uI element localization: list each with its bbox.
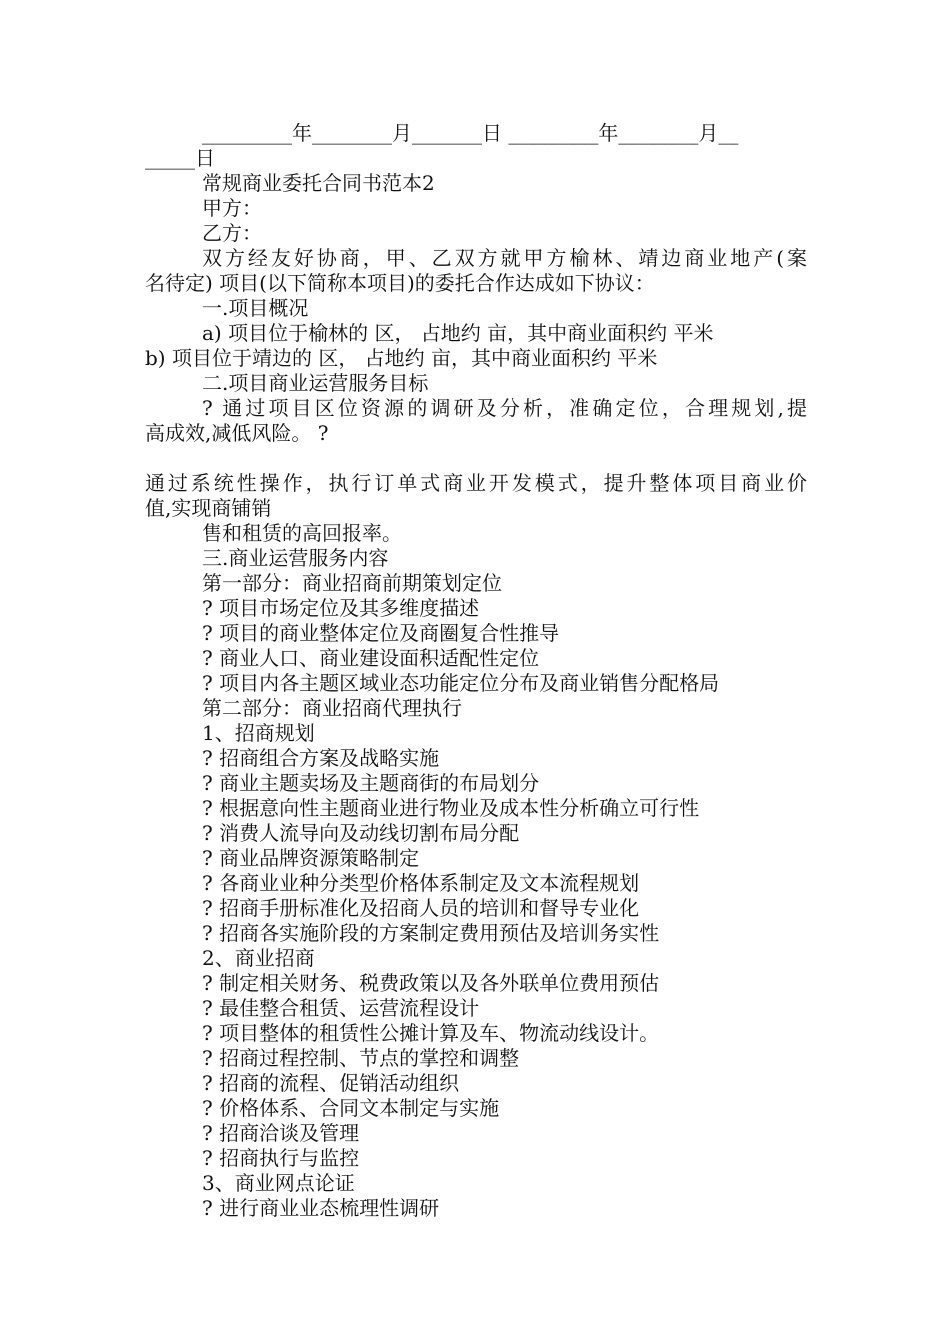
- text-line: 名待定) 项目(以下简称本项目)的委托合作达成如下协议：: [145, 271, 655, 295]
- text-line: 第二部分：商业招商代理执行: [202, 696, 462, 720]
- text-line: ? 根据意向性主题商业进行物业及成本性分析确立可行性: [202, 796, 700, 820]
- text-line: ? 商业主题卖场及主题商街的布局划分: [202, 771, 540, 795]
- text-line: 售和租赁的高回报率。: [202, 521, 402, 545]
- text-line: ? 招商洽谈及管理: [202, 1121, 360, 1145]
- text-line: ? 消费人流导向及动线切割布局分配: [202, 821, 520, 845]
- text-line: 常规商业委托合同书范本2: [202, 171, 435, 195]
- text-line: 1、招商规划: [202, 721, 315, 745]
- text-line: ? 进行商业业态梳理性调研: [202, 1196, 440, 1220]
- text-line: ? 商业人口、商业建设面积适配性定位: [202, 646, 540, 670]
- text-line: 双方经友好协商，甲、乙双方就甲方榆林、靖边商业地产(案: [202, 246, 807, 270]
- text-line: 值,实现商铺销: [145, 496, 272, 520]
- text-line: 二.项目商业运营服务目标: [202, 371, 429, 395]
- text-line: 甲方：: [202, 196, 262, 220]
- text-line: b) 项目位于靖边的 区， 占地约 亩，其中商业面积约 平米: [145, 346, 658, 370]
- text-line: _________年________月_______日 _________年________月__: [202, 121, 739, 145]
- text-line: ? 项目整体的租赁性公摊计算及车、物流动线设计。: [202, 1021, 660, 1045]
- text-line: ? 最佳整合租赁、运营流程设计: [202, 996, 480, 1020]
- text-line: ? 招商组合方案及战略实施: [202, 746, 440, 770]
- text-line: ? 项目市场定位及其多维度描述: [202, 596, 480, 620]
- text-line: ? 招商的流程、促销活动组织: [202, 1071, 460, 1095]
- text-line: ? 制定相关财务、税费政策以及各外联单位费用预估: [202, 971, 660, 995]
- text-line: 三.商业运营服务内容: [202, 546, 389, 570]
- text-line: 乙方：: [202, 221, 262, 245]
- text-line: 2、商业招商: [202, 946, 315, 970]
- text-line: 高成效,减低风险。 ?: [145, 421, 329, 445]
- text-line: ? 招商过程控制、节点的掌控和调整: [202, 1046, 520, 1070]
- text-line: ? 通过项目区位资源的调研及分析，准确定位，合理规划,提: [202, 396, 807, 420]
- text-line: 通过系统性操作，执行订单式商业开发模式，提升整体项目商业价: [145, 471, 807, 495]
- text-line: ? 各商业业种分类型价格体系制定及文本流程规划: [202, 871, 640, 895]
- text-line: ? 招商执行与监控: [202, 1146, 360, 1170]
- text-line: 一.项目概况: [202, 296, 309, 320]
- text-line: ? 价格体系、合同文本制定与实施: [202, 1096, 500, 1120]
- text-line: ? 招商各实施阶段的方案制定费用预估及培训务实性: [202, 921, 660, 945]
- text-line: ? 项目内各主题区域业态功能定位分布及商业销售分配格局: [202, 671, 720, 695]
- text-line: _____日: [145, 146, 215, 170]
- text-line: 第一部分：商业招商前期策划定位: [202, 571, 502, 595]
- blank-line: [145, 446, 807, 471]
- text-line: ? 招商手册标准化及招商人员的培训和督导专业化: [202, 896, 640, 920]
- text-line: ? 商业品牌资源策略制定: [202, 846, 420, 870]
- text-line: ? 项目的商业整体定位及商圈复合性推导: [202, 621, 560, 645]
- document-page: [145, 121, 807, 1221]
- text-line: a) 项目位于榆林的 区， 占地约 亩，其中商业面积约 平米: [202, 321, 714, 345]
- text-line: 3、商业网点论证: [202, 1171, 355, 1195]
